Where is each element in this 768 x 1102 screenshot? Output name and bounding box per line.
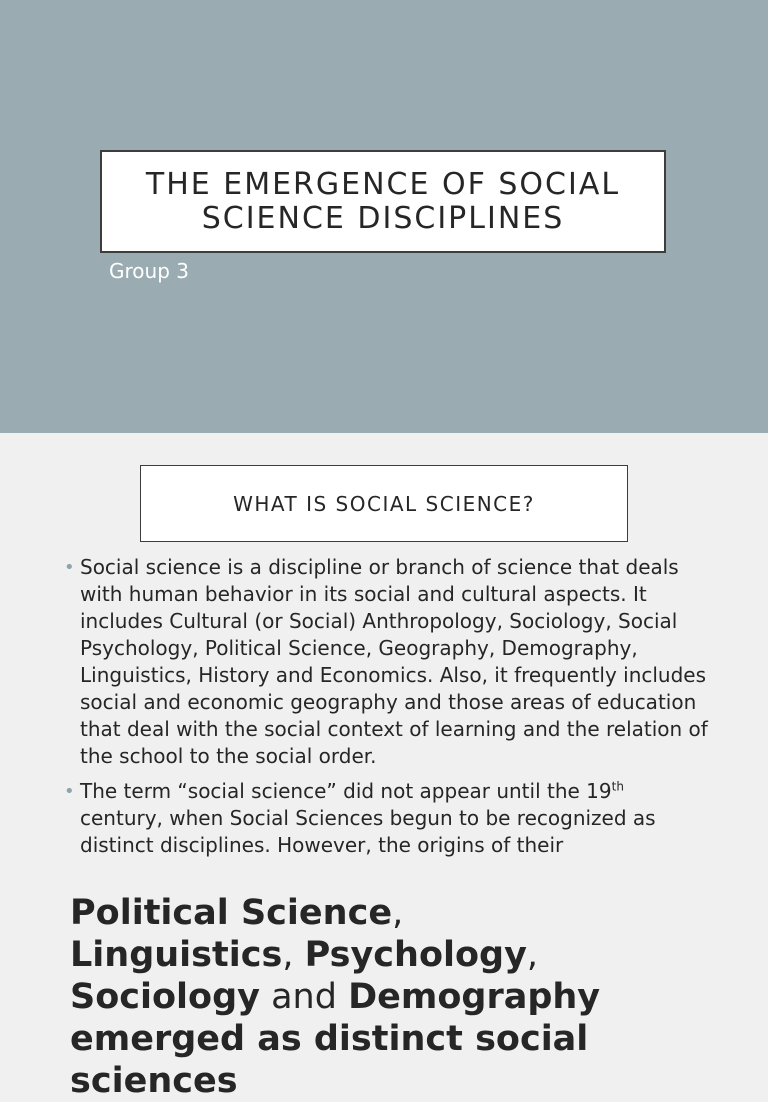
title-box xyxy=(100,150,666,253)
presentation-title: THE EMERGENCE OF SOCIAL SCIENCE DISCIPLINES xyxy=(145,166,621,236)
bullet-text-start: The term “social science” did not appear until the 19 xyxy=(80,779,612,803)
discipline-psychology: Psychology xyxy=(304,935,527,975)
presentation-subtitle: Group 3 xyxy=(109,259,189,283)
heading-box xyxy=(140,465,628,542)
slide-heading: WHAT IS SOCIAL SCIENCE? xyxy=(233,491,535,516)
disciplines-slide xyxy=(0,866,768,1101)
separator: , xyxy=(392,893,404,933)
discipline-political-science: Political Science xyxy=(70,893,393,933)
content-slide xyxy=(0,433,768,866)
list-item xyxy=(62,778,712,859)
title-slide xyxy=(0,0,768,433)
separator: , xyxy=(282,935,294,975)
bullet-icon: • xyxy=(64,781,75,802)
separator: , xyxy=(526,935,539,975)
heading-tail: emerged as distinct social sciences xyxy=(70,1019,589,1101)
discipline-linguistics: Linguistics xyxy=(70,935,283,975)
discipline-sociology: Sociology xyxy=(70,977,260,1017)
bullet-list xyxy=(62,554,712,867)
bullet-text: Social science is a discipline or branch of science that deals with human behavior in its social and cultural aspects. It includes Cultural (or Social) Anthropology, Sociology, Social Psychology, Political Science, Geography, Demography, Linguistics, History and Economics. Also, it frequently includes social and economic geography and those areas of education that deal with the social context of learning and the relation of the school to the social order. xyxy=(80,555,708,768)
discipline-demography: Demography xyxy=(348,977,601,1017)
ordinal-suffix: th xyxy=(611,779,624,794)
list-item xyxy=(62,554,712,770)
bullet-text-end: century, when Social Sciences begun to be recognized as distinct disciplines. However, the origins of their xyxy=(80,806,656,857)
bullet-icon: • xyxy=(64,557,75,578)
conjunction: and xyxy=(259,977,349,1017)
disciplines-heading xyxy=(70,892,710,1102)
